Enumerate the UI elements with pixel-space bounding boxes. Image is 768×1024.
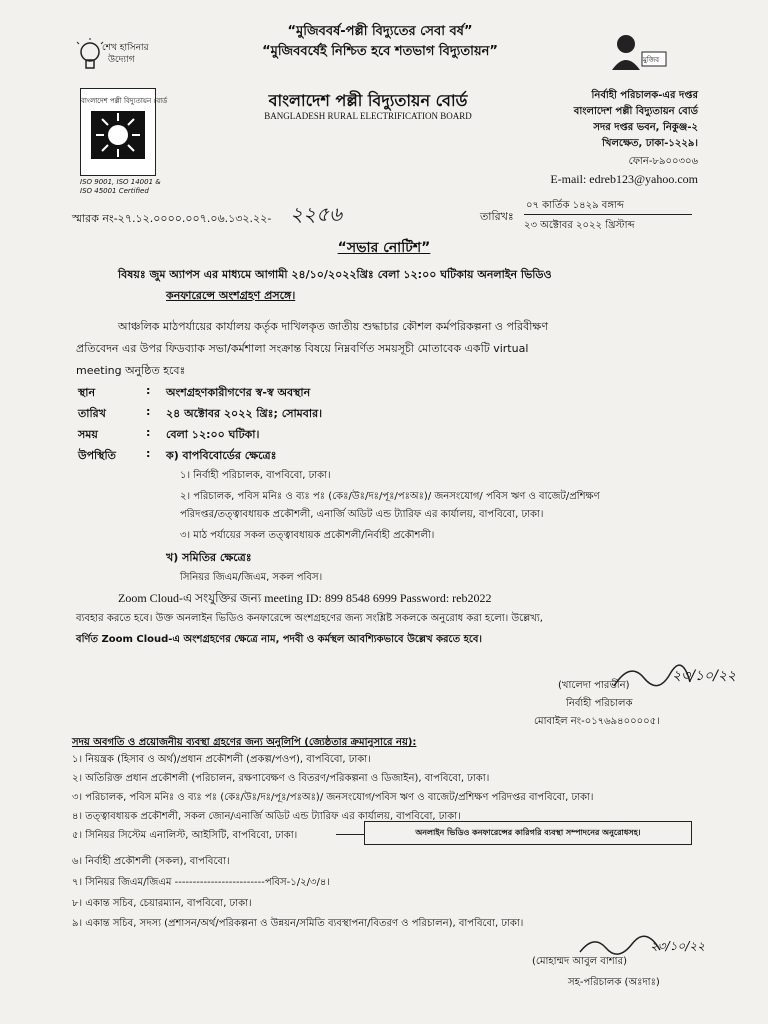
signatory-1-designation: নির্বাহী পরিচালক [566,698,633,709]
mujib-logo [608,30,668,70]
time-label: সময় [78,428,98,441]
slogan-1: “মুজিববর্ষ-পল্লী বিদ্যুতের সেবা বর্ষ” [287,24,473,39]
attendance-group-b: খ) সমিতির ক্ষেত্রেঃ [166,551,252,564]
left-logo-caption-1: শেখ হাসিনার [102,43,149,53]
copy-item-5: ৫। সিনিয়র সিস্টেম এনালিস্ট, আইসিটি, বাপবিবো, ঢাকা। [72,830,298,841]
address-line-3: সদর দপ্তর ভবন, নিকুঞ্জ-২ [593,122,698,133]
signature-2-date: ২৩/১০/২২ [650,939,705,953]
address-line-2: বাংলাদেশ পল্লী বিদ্যুতায়ন বোর্ড [573,106,698,117]
place-colon: : [146,384,151,397]
org-name-bangla: বাংলাদেশ পল্লী বিদ্যুতায়ন বোর্ড [268,91,468,110]
intro-line-2: প্রতিবেদন এর উপর ফিডব্যাক সভা/কর্মশালা সংক্রান্ত বিষয়ে নিম্নবর্ণিত সময়সূচী মোতাবেক একটি virtual [76,342,529,355]
time-value: বেলা ১২:০০ ঘটিকা। [166,428,260,441]
notice-title: “সভার নোটিশ” [337,240,431,256]
date-bangla: ০৭ কার্তিক ১৪২৯ বঙ্গাব্দ [526,200,624,211]
copy-item-1: ১। নিয়ন্ত্রক (হিসাব ও অর্থ)/প্রধান প্রকৌশলী (প্রকল্প/পওপ), বাপবিবো, ঢাকা। [72,754,371,765]
attendee-a3: ৩। মাঠ পর্যায়ের সকল তত্ত্বাবধায়ক প্রকৌশলী/নির্বাহী প্রকৌশলী। [180,530,435,541]
attendee-a2-line2: পরিদপ্তর/তত্ত্বাবধায়ক প্রকৌশলী, এনার্জি অডিট এন্ড ট্যারিফ এর কার্যালয়, বাপবিবো, ঢাকা। [180,509,544,520]
date-gregorian: ২৩ অক্টোবর ২০২২ খ্রিস্টাব্দ [524,220,635,231]
zoom-line-3: বর্ণিত Zoom Cloud-এ অংশগ্রহণের ক্ষেত্রে নাম, পদবী ও কর্মস্থল আবশ্যিকভাবে উল্লেখ করতে হবে। [76,634,482,645]
left-logo-caption-2: উদ্যোগ [108,55,135,65]
copy-heading: সদয় অবগতি ও প্রয়োজনীয় ব্যবস্থা গ্রহণের জন্য অনুলিপি (জ্যেষ্ঠতার ক্রমানুসারে নয়): [72,737,417,748]
attendee-a1: ১। নির্বাহী পরিচালক, বাপবিবো, ঢাকা। [180,470,331,481]
sheikh-hasina-initiative-logo [76,38,149,82]
sun-emblem-icon [91,111,145,159]
copy-item-4: ৪। তত্ত্বাবধায়ক প্রকৌশলী, সকল জোন/এনার্জি অডিট এন্ড ট্যারিফ এর কার্যালয়, বাপবিবো, ঢাকা। [72,811,461,822]
copy-item-3: ৩। পরিচালক, পবিস মনিঃ ও ব্যঃ পঃ (কেঃ/উঃ/দঃ/পূঃ/পঃঅঃ)/ জনসংযোগ/পবিস ঋণ ও বাজেট/প্রশিক্ষণ পরিদপ্তর বাপবিবো, ঢাকা। [72,792,594,803]
intro-line-1: আঞ্চলিক মাঠপর্যায়ের কার্যালয় কর্তৃক দাখিলকৃত জাতীয় শুদ্ধাচার কৌশল কর্মপরিকল্পনা ও পরিবীক্ষণ [118,320,548,333]
time-colon: : [146,426,151,439]
signatory-1-name: (খালেদা পারভীন) [558,680,630,691]
attendance-group-a: ক) বাপবিবোর্ডের ক্ষেত্রেঃ [166,449,277,462]
copy-item-7: ৭। সিনিয়র জিএম/জিএম -------------------------পবিস-১/২/৩/৪। [72,877,330,888]
memo-ref: স্মারক নং-২৭.১২.০০০০.০০৭.০৬.১৩২.২২- [72,212,272,225]
copy-item-8: ৮। একান্ত সচিব, চেয়ারম্যান, বাপবিবো, ঢাকা। [72,898,252,909]
signatory-2-name: (মোহাম্মদ আবুল বাশার) [532,956,627,967]
meeting-date-value: ২৪ অক্টোবর ২০২২ খ্রিঃ; সোমবার। [166,407,323,420]
copy-item-2: ২। অতিরিক্ত প্রধান প্রকৌশলী (পরিচালন, রক্ষণাবেক্ষণ ও বিতরণ/পরিকল্পনা ও ডিজাইন), বাপবিবো, ঢাকা। [72,773,490,784]
address-line-1: নির্বাহী পরিচালক-এর দপ্তর [591,90,698,101]
address-line-4: খিলক্ষেত, ঢাকা-১২২৯। [602,138,698,149]
place-label: স্থান [78,386,96,399]
technical-support-note: অনলাইন ভিডিও কনফারেন্সের কারিগরি ব্যবস্থা সম্পাদনের অনুরোধসহ। [415,828,641,837]
zoom-line-1: Zoom Cloud-এ সংযুক্তির জন্য meeting ID: 899 8548 6999 Password: reb2022 [118,591,492,605]
signatory-1-mobile: মোবাইল নং-০১৭৬৯৪০০০০৫। [534,716,660,727]
copy-item-6: ৬। নির্বাহী প্রকৌশলী (সকল), বাপবিবো। [72,856,230,867]
subject-line-1: বিষয়ঃ জুম অ্যাপস এর মাধ্যমে আগামী ২৪/১০/২০২২খ্রিঃ বেলা ১২:০০ ঘটিকায় অনলাইন ভিডিও [118,268,552,281]
date-label: তারিখঃ [480,210,514,223]
meeting-date-colon: : [146,405,151,418]
address-email: E-mail: edreb123@yahoo.com [550,172,698,186]
note-connector [336,834,364,835]
attendee-b1: সিনিয়র জিএম/জিএম, সকল পবিস। [180,572,323,583]
mujib-badge: মুজিব [643,56,660,64]
address-phone: ফোন-৮৯০০৩০৬ [628,156,698,167]
attendance-label: উপস্থিতি [78,449,116,462]
attendee-a2-line1: ২। পরিচালক, পবিস মনিঃ ও ব্যঃ পঃ (কেঃ/উঃ/দঃ/পূঃ/পঃঅঃ)/ জনসংযোগ/ পবিস ঋণ ও বাজেট/প্রশিক্ষণ [180,491,600,502]
memo-ref-handwritten: ২২৫৬ [290,202,342,226]
meeting-date-label: তারিখ [78,407,106,420]
reb-seal-logo [80,88,168,176]
subject-line-2: কনফারেন্সে অংশগ্রহণ প্রসঙ্গে। [166,289,296,302]
iso-certification: ISO 9001, ISO 14001 & ISO 45001 Certified [80,178,161,195]
place-value: অংশগ্রহণকারীগণের স্ব-স্ব অবস্থান [166,386,311,399]
seal-text: বাংলাদেশ পল্লী বিদ্যুতায়ন বোর্ড [81,97,168,105]
intro-line-3: meeting অনুষ্ঠিত হবেঃ [76,364,186,377]
signature-1-date: ২৩/১০/২২ [672,668,737,684]
date-divider [524,214,692,215]
signatory-2-designation: সহ-পরিচালক (অঃদাঃ) [568,977,660,988]
copy-item-9: ৯। একান্ত সচিব, সদস্য (প্রশাসন/অর্থ/পরিকল্পনা ও উন্নয়ন/সমিতি ব্যবস্থাপনা/বিতরণ ও পরিচালন), বাপবিবো, ঢাকা। [72,918,524,929]
zoom-line-2: ব্যবহার করতে হবে। উক্ত অনলাইন ভিডিও কনফারেন্সে অংশগ্রহণের জন্য সংশ্লিষ্ট সকলকে অনুরোধ করা হলো। উল্লেখ্য, [76,613,543,624]
attendance-colon: : [146,447,151,460]
slogan-2: “মুজিববর্ষেই নিশ্চিত হবে শতভাগ বিদ্যুতায়ন” [262,44,498,59]
org-name-english: BANGLADESH RURAL ELECTRIFICATION BOARD [264,111,472,121]
technical-support-note-box [364,821,692,845]
